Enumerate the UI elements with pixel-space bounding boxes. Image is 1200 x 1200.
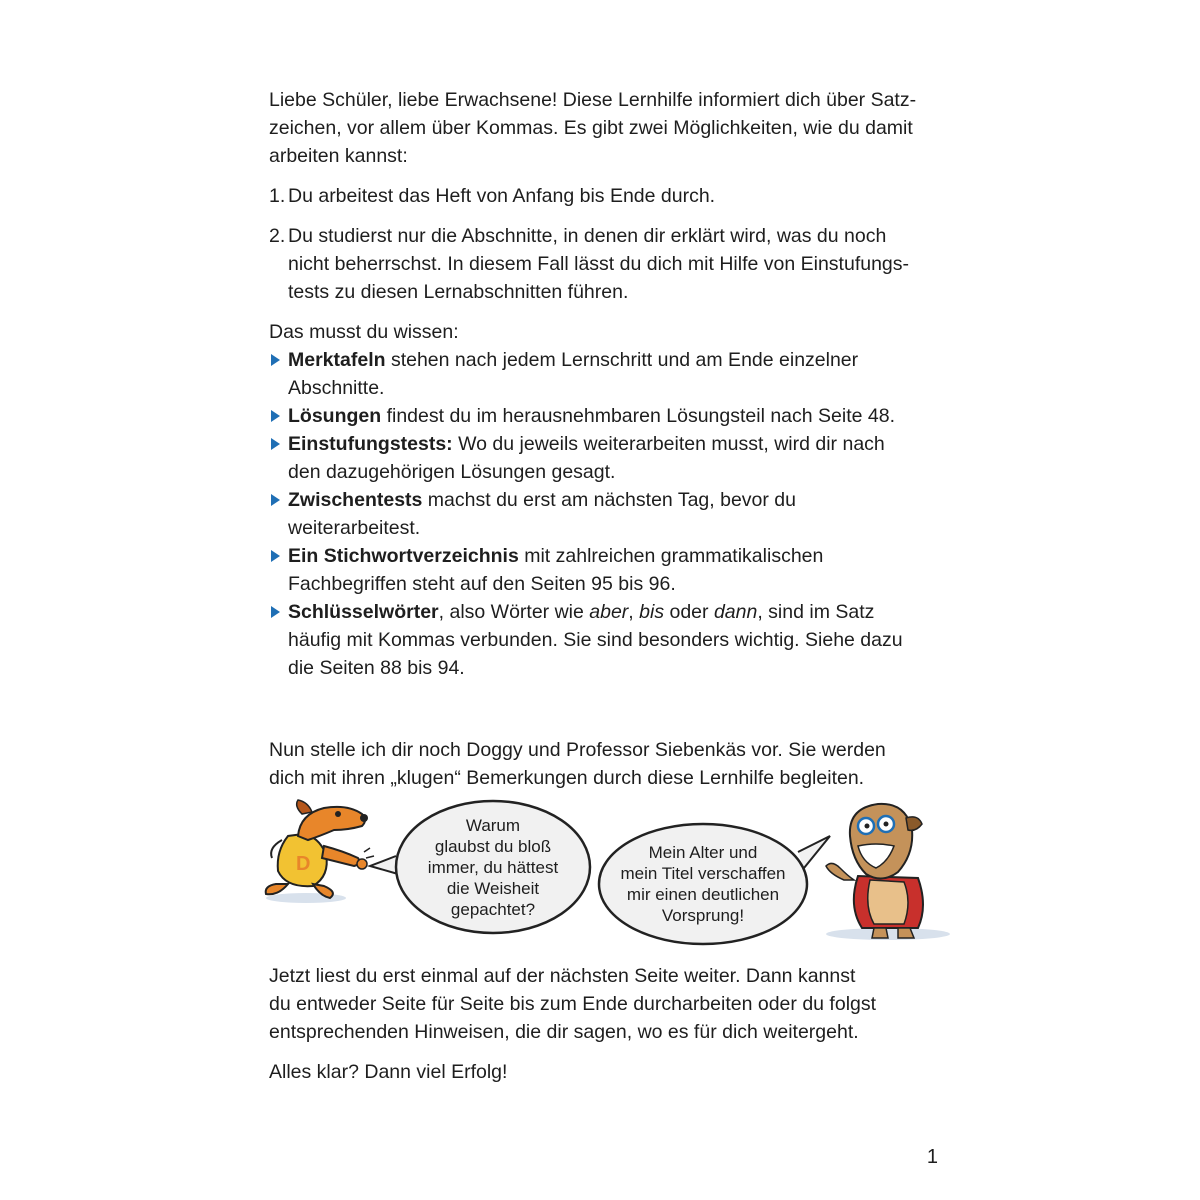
- option-line: nicht beherrschst. In diesem Fall lässt du dich mit Hilfe von Einstufungs-: [288, 253, 910, 275]
- option-line: Du studierst nur die Abschnitte, in denen dir erklärt wird, was du noch: [288, 225, 887, 247]
- list-item: [269, 430, 969, 486]
- item-text: ,: [628, 601, 640, 623]
- intro-line: dich mit ihren „klugen“ Bemerkungen durch diese Lernhilfe begleiten.: [269, 767, 865, 789]
- bubble-line: Warum: [465, 815, 521, 835]
- term: Merktafeln: [288, 349, 386, 371]
- triangle-bullet-icon: [271, 354, 280, 366]
- triangle-bullet-icon: [271, 550, 280, 562]
- option-text: [269, 182, 969, 210]
- closing-line: Alles klar? Dann viel Erfolg!: [269, 1061, 508, 1083]
- list-item: [269, 542, 969, 598]
- professor-speech-bubble: [603, 826, 803, 941]
- item-text: den dazugehörigen Lösungen gesagt.: [288, 461, 616, 483]
- option-1: [269, 182, 969, 210]
- bubble-line: mein Titel verschaffen: [620, 863, 786, 883]
- item-text: Abschnitte.: [288, 377, 385, 399]
- triangle-bullet-icon: [271, 494, 280, 506]
- info-list: [269, 346, 969, 682]
- triangle-bullet-icon: [271, 606, 280, 618]
- option-number: 2.: [269, 225, 286, 247]
- term: Zwischentests: [288, 489, 423, 511]
- svg-text:D: D: [296, 853, 311, 875]
- item-text: machst du erst am nächsten Tag, bevor du: [422, 489, 796, 511]
- characters-intro: [269, 736, 969, 792]
- bubble-line: immer, du hättest: [427, 857, 559, 877]
- professor-siebenkaes-illustration: [826, 804, 950, 940]
- keyword: bis: [639, 601, 665, 623]
- bubble-line: glaubst du bloß: [434, 836, 552, 856]
- item-text: stehen nach jedem Lernschritt und am Ende einzelner: [385, 349, 859, 371]
- outro-line: du entweder Seite für Seite bis zum Ende durcharbeiten oder du folgst: [269, 993, 877, 1015]
- item-text: häufig mit Kommas verbunden. Sie sind besonders wichtig. Siehe dazu: [288, 629, 903, 651]
- doggy-speech-bubble: [398, 802, 588, 932]
- option-number: 1.: [269, 185, 286, 207]
- bubble-line: mir einen deutlichen: [626, 884, 780, 904]
- item-text: die Seiten 88 bis 94.: [288, 657, 465, 679]
- bubble-line: Vorsprung!: [661, 905, 745, 925]
- keyword: dann: [713, 601, 758, 623]
- option-line: tests zu diesen Lernabschnitten führen.: [288, 281, 629, 303]
- bubble-line: gepachtet?: [450, 899, 536, 919]
- option-text: [269, 222, 969, 306]
- list-item: [269, 402, 969, 430]
- term: Einstufungstests:: [288, 433, 453, 455]
- item-text: Fachbegriffen steht auf den Seiten 95 bis 96.: [288, 573, 676, 595]
- item-text: oder: [664, 601, 714, 623]
- triangle-bullet-icon: [271, 438, 280, 450]
- intro-line: arbeiten kannst:: [269, 145, 408, 167]
- keyword: aber: [589, 601, 629, 623]
- item-text: mit zahlreichen grammatikalischen: [518, 545, 824, 567]
- bubble-line: Mein Alter und: [648, 842, 758, 862]
- intro-paragraph: [269, 86, 969, 170]
- page-number: 1: [926, 1146, 938, 1168]
- item-text: , also Wörter wie: [438, 601, 590, 623]
- term: Schlüsselwörter: [288, 601, 439, 623]
- option-line: Du arbeitest das Heft von Anfang bis Ende durch.: [288, 185, 716, 207]
- list-item: [269, 346, 969, 402]
- intro-line: zeichen, vor allem über Kommas. Es gibt zwei Möglichkeiten, wie du damit: [269, 117, 913, 139]
- section-heading: Das musst du wissen:: [269, 321, 459, 343]
- doggy-illustration: [266, 800, 374, 903]
- item-text: weiterarbeitest.: [288, 517, 421, 539]
- outro-line: Jetzt liest du erst einmal auf der nächsten Seite weiter. Dann kannst: [269, 965, 856, 987]
- intro-line: Nun stelle ich dir noch Doggy und Professor Siebenkäs vor. Sie werden: [269, 739, 886, 761]
- item-text: Wo du jeweils weiterarbeiten musst, wird dir nach: [452, 433, 885, 455]
- bubble-line: die Weisheit: [446, 878, 540, 898]
- list-item: [269, 598, 969, 682]
- intro-line: Liebe Schüler, liebe Erwachsene! Diese Lernhilfe informiert dich über Satz-: [269, 89, 917, 111]
- list-item: [269, 486, 969, 542]
- option-2: [269, 222, 969, 306]
- term: Ein Stichwortverzeichnis: [288, 545, 519, 567]
- outro-paragraph: [269, 962, 969, 1046]
- outro-line: entsprechenden Hinweisen, die dir sagen, wo es für dich weitergeht.: [269, 1021, 859, 1043]
- item-text: , sind im Satz: [757, 601, 875, 623]
- item-text: findest du im herausnehmbaren Lösungsteil nach Seite 48.: [381, 405, 895, 427]
- triangle-bullet-icon: [271, 410, 280, 422]
- dialogue-illustration: [258, 796, 958, 946]
- term: Lösungen: [288, 405, 382, 427]
